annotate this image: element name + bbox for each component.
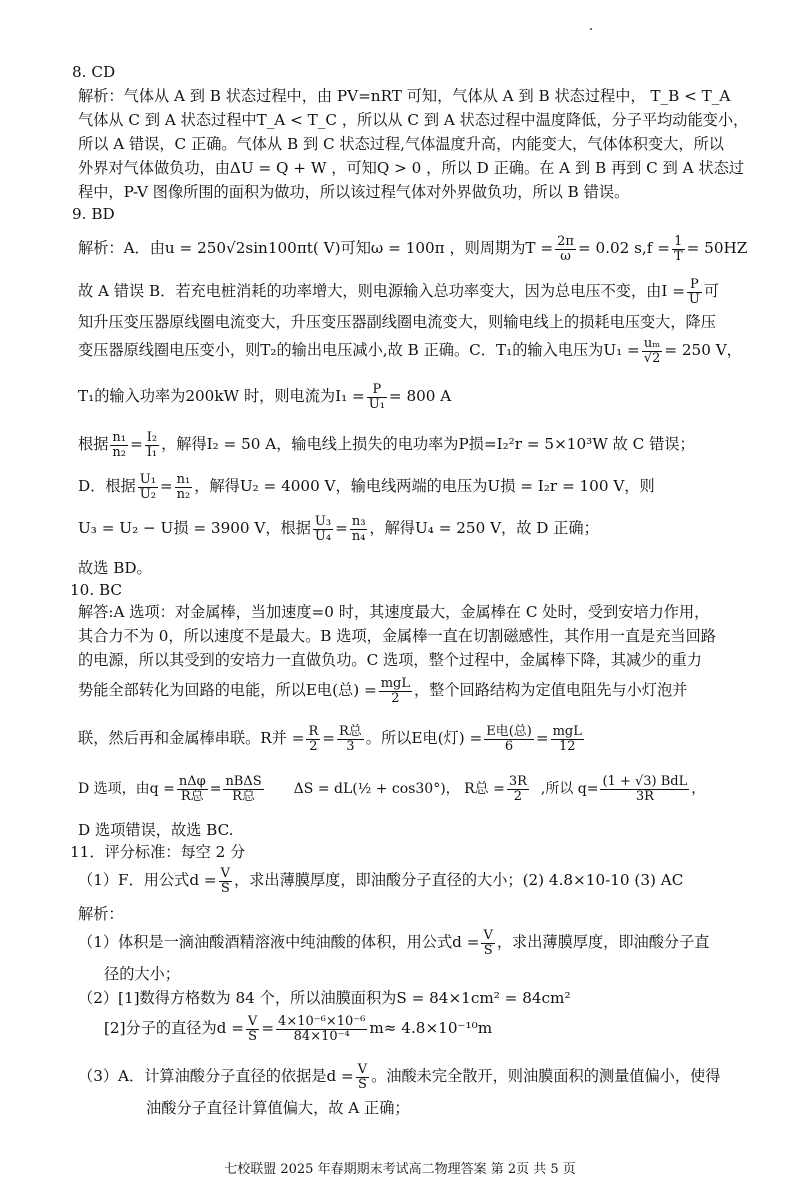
q11-line-6: [2]分子的直径为d = $\frac{V}{S}$ = $\frac{\text{4×10⁻⁶×10⁻⁶}}{\text{84×10⁻⁴}}$ m≈ 4.8×10⁻¹⁰m	[104, 1013, 493, 1044]
q10-line-3: 的电源，所以其受到的安培力一直做负功。C 选项，整个过程中，金属棒下降，其减少的重力	[78, 651, 702, 669]
q8-line-4: 外界对气体做负功，由ΔU = Q + W ，可知Q > 0 ，所以 D 正确。在 A 到 B 再到 C 到 A 状态过	[78, 159, 744, 177]
q10-frac-e-total: $\frac{\text{mgL}}{2}$	[380, 675, 410, 706]
q10-line-2: 其合力不为 0，所以速度不是最大。B 选项，金属棒一直在切割磁感性，其作用一直是充当回路	[78, 627, 716, 645]
q11-line-2: 解析：	[78, 905, 124, 923]
q9-line-3: 知升压变压器原线圈电流变大，升压变压器副线圈电流变大，则输电线上的损耗电压变大，降压	[78, 313, 716, 331]
q10-frac-q1: $\frac{\text{nΔφ}}{\text{R总}}$	[178, 773, 206, 804]
q9-line-8: U₃ = U₂ − U损 = 3900 V，根据 $\frac{\text{U₃}}{\text{U₄}}$ = $\frac{\text{n₃}}{\text{n₄}}$ ，解得U₄ = 250 V，故 D 正确；	[78, 513, 599, 544]
q8-line-1: 解析：气体从 A 到 B 状态过程中，由 PV=nRT 可知，气体从 A 到 B 状态过程中， T_B < T_A	[78, 87, 731, 105]
q11-line-3: （1）体积是一滴油酸酒精溶液中纯油酸的体积，用公式d = $\frac{V}{S}$ ，求出薄膜厚度，即油酸分子直	[78, 927, 710, 958]
q10-line-5: 联，然后再和金属棒串联。R并 = $\frac{R}{2}$ = $\frac{\text{R总}}{3}$ 。所以E电(灯) = $\frac{\text{E电(总)}}{6}$ = $\frac{\text{mgL}}{12}$	[78, 723, 582, 754]
q9-frac-current: $\frac{P}{U}$	[688, 276, 700, 307]
q9-frac-u1u2: $\frac{\text{U₁}}{\text{U₂}}$	[139, 471, 156, 502]
q8-label: 8. CD	[72, 63, 116, 81]
q10-frac-q2: $\frac{\text{nBΔS}}{\text{R总}}$	[225, 773, 262, 804]
q9-line-9: 故选 BD。	[78, 559, 152, 577]
q9-frac-i1: $\frac{P}{\text{U₁}}$	[368, 381, 385, 412]
q9-frac-period: $\frac{2\pi}{\omega}$	[557, 233, 574, 264]
q9-frac-n1n2-b: $\frac{\text{n₁}}{\text{n₂}}$	[176, 471, 191, 502]
q10-frac-e-lamp: $\frac{\text{E电(总)}}{6}$	[486, 723, 532, 754]
q10-frac-mgl12: $\frac{\text{mgL}}{12}$	[552, 723, 582, 754]
q9-frac-freq: $\frac{1}{T}$	[673, 233, 683, 264]
q11-line-4: 径的大小；	[104, 965, 180, 983]
q8-line-3: 所以 A 错误，C 正确。气体从 B 到 C 状态过程,气体温度升高，内能变大，气体体积变大，所以	[78, 135, 724, 153]
q11-line-5: （2）[1]数得方格数为 84 个，所以油膜面积为S = 84×1cm² = 84cm²	[78, 989, 571, 1007]
q8-line-5: 程中，P-V 图像所围的面积为做功，所以该过程气体对外界做负功，所以 B 错误。	[78, 183, 630, 201]
q11-line-1: （1）F．用公式d = $\frac{V}{S}$ ，求出薄膜厚度，即油酸分子直径的大小；(2) 4.8×10-10 (3) AC	[78, 865, 684, 896]
q9-frac-i2i1: $\frac{\text{I₂}}{\text{I₁}}$	[146, 429, 158, 460]
q11-line-8: 油酸分子直径计算值偏大，故 A 正确；	[146, 1099, 410, 1117]
q9-frac-n1n2: $\frac{\text{n₁}}{\text{n₂}}$	[112, 429, 126, 460]
q10-frac-r-total: $\frac{\text{R总}}{3}$	[338, 723, 362, 754]
q9-frac-n3n4: $\frac{\text{n₃}}{\text{n₄}}$	[351, 513, 366, 544]
q9-line-2: 故 A 错误 B．若充电桩消耗的功率增大，则电源输入总功率变大，因为总电压不变，由I = $\frac{P}{U}$ 可	[78, 276, 720, 307]
q9-line-4: 变压器原线圈电压变小，则T₂的输出电压减小,故 B 正确。C．T₁的输入电压为U₁ = $\frac{\text{uₘ}}{√2}$ = 250 V，	[78, 335, 742, 366]
scan-dot	[590, 28, 592, 30]
q10-frac-r-parallel: $\frac{R}{2}$	[308, 723, 319, 754]
q10-frac-q-result: $\frac{\text{(1 + √3) BdL}}{3R}$	[602, 773, 688, 804]
q10-line-6: D 选项，由q = $\frac{\text{nΔφ}}{\text{R总}}$ = $\frac{\text{nBΔS}}{\text{R总}}$ ΔS = dL(½ + cos30°)， R总 = $\frac{3R}{2}$ ,所以 q= $\frac{\text{(1 + √3) BdL}}{3R}$ ，	[78, 773, 706, 804]
q9-label: 9. BD	[72, 205, 115, 223]
q11-line-7: （3）A．计算油酸分子直径的依据是d = $\frac{V}{S}$ 。油酸未完全散开，则油膜面积的测量值偏小，使得	[78, 1061, 721, 1092]
q9-line-6: 根据 $\frac{\text{n₁}}{\text{n₂}}$ = $\frac{\text{I₂}}{\text{I₁}}$ ，解得I₂ = 50 A，输电线上损失的电功率为P损=I₂²r = 5×10³W 故 C 错误；	[78, 429, 695, 460]
q11-frac-d4: $\frac{V}{S}$	[357, 1061, 368, 1092]
q11-frac-calc: $\frac{\text{4×10⁻⁶×10⁻⁶}}{\text{84×10⁻⁴}}$	[278, 1013, 366, 1044]
q9-line-1: 解析：A．由u = 250√2sin100πt( V)可知ω = 100π ，则周期为T = $\frac{2\pi}{\omega}$ = 0.02 s,f = $\frac{1}{T}$ = 50HZ	[78, 233, 748, 264]
q11-frac-d2: $\frac{V}{S}$	[483, 927, 493, 958]
q9-line-5: T₁的输入功率为200kW 时，则电流为I₁ = $\frac{P}{\text{U₁}}$ = 800 A	[78, 381, 452, 412]
q11-label: 11．评分标准：每空 2 分	[70, 843, 246, 861]
page-footer: 七校联盟 2025 年春期期末考试高二物理答案 第 2页 共 5 页	[224, 1162, 576, 1177]
q9-frac-u1: $\frac{\text{uₘ}}{√2}$	[643, 335, 661, 366]
q9-frac-u3u4: $\frac{\text{U₃}}{\text{U₄}}$	[314, 513, 332, 544]
q11-frac-d3: $\frac{V}{S}$	[247, 1013, 258, 1044]
q10-line-4: 势能全部转化为回路的电能，所以E电(总) = $\frac{\text{mgL}}{2}$ ，整个回路结构为定值电阻先与小灯泡并	[78, 675, 688, 706]
q10-line-7: D 选项错误，故选 BC.	[78, 821, 234, 839]
q10-label: 10. BC	[70, 581, 123, 599]
q9-line-7: D．根据 $\frac{\text{U₁}}{\text{U₂}}$ = $\frac{\text{n₁}}{\text{n₂}}$ ，解得U₂ = 4000 V，输电线两端的电压为U损 = I₂r = 100 V，则	[78, 471, 655, 502]
q10-line-1: 解答:A 选项：对金属棒，当加速度=0 时，其速度最大，金属棒在 C 处时，受到安培力作用，	[78, 603, 710, 621]
q8-line-2: 气体从 C 到 A 状态过程中T_A < T_C ，所以从 C 到 A 状态过程中温度降低，分子平均动能变小，	[78, 111, 749, 129]
q10-frac-r-total-2: $\frac{3R}{2}$	[508, 773, 527, 804]
q11-frac-d1: $\frac{V}{S}$	[220, 865, 230, 896]
